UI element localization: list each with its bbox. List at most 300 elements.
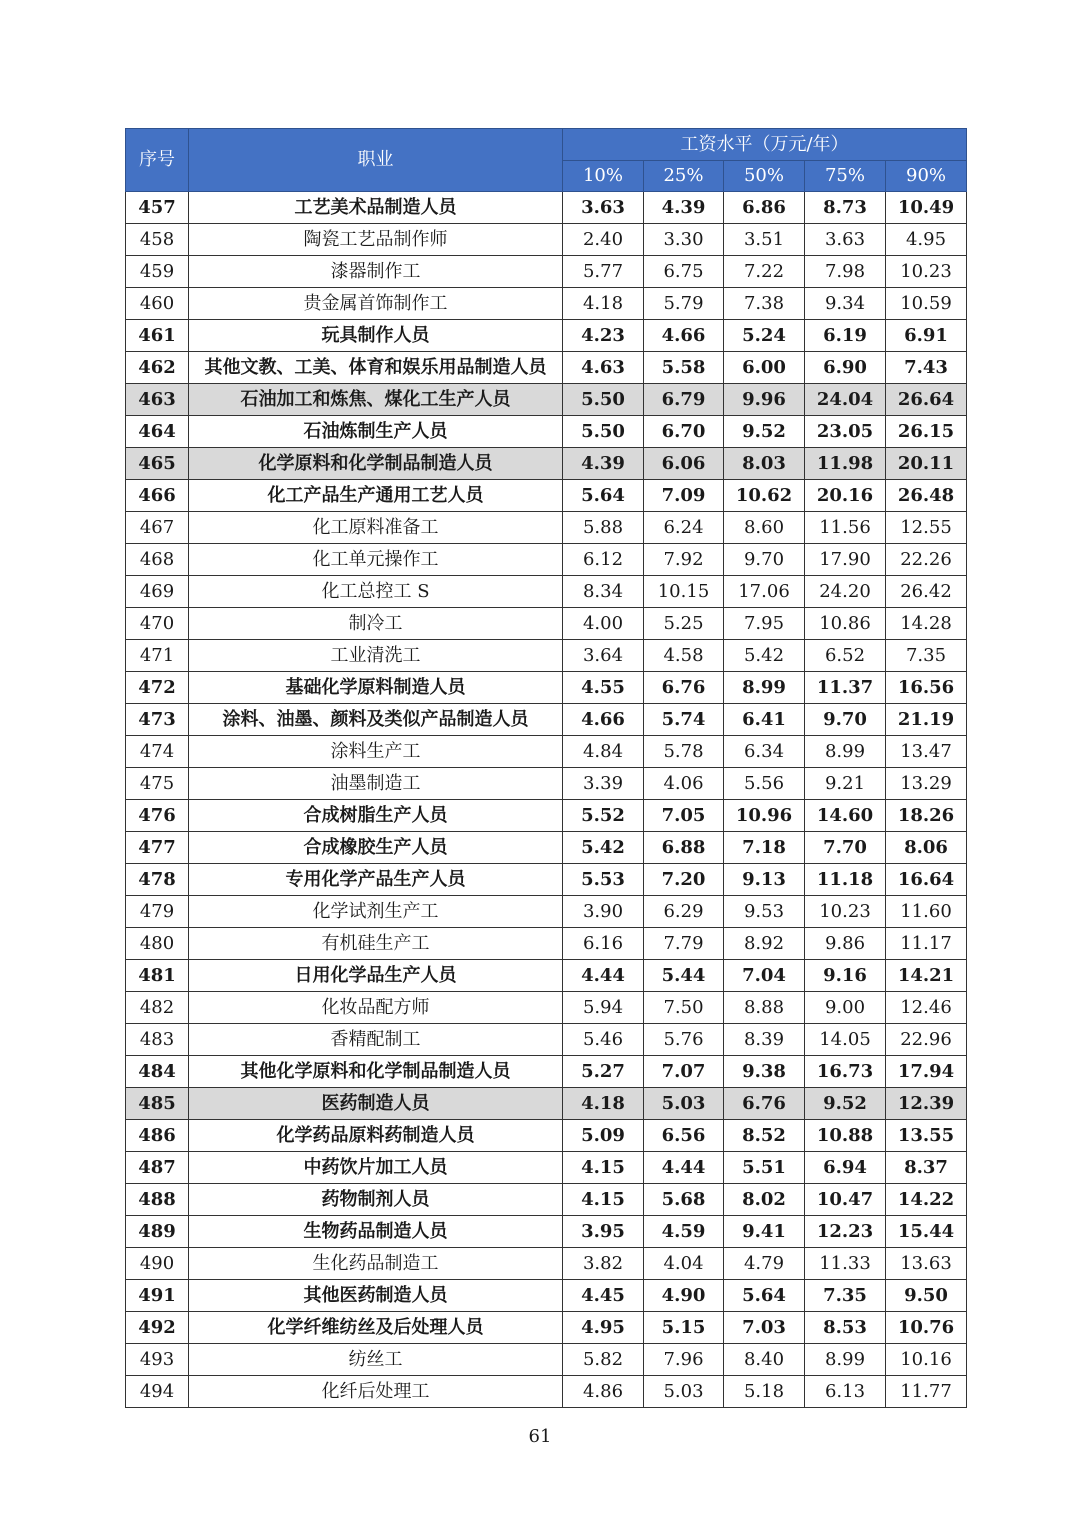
occupation-cell: 化学药品原料药制造人员 bbox=[189, 1120, 563, 1152]
wage-cell: 8.03 bbox=[724, 448, 805, 480]
table-row bbox=[126, 384, 967, 416]
header-p10: 10% bbox=[563, 161, 644, 192]
wage-cell: 5.42 bbox=[724, 640, 805, 672]
wage-cell: 7.70 bbox=[805, 832, 886, 864]
occupation-cell: 化纤后处理工 bbox=[189, 1376, 563, 1408]
wage-cell: 4.95 bbox=[886, 224, 967, 256]
seq-cell: 468 bbox=[126, 544, 189, 576]
wage-cell: 9.50 bbox=[886, 1280, 967, 1312]
wage-cell: 11.17 bbox=[886, 928, 967, 960]
wage-cell: 9.86 bbox=[805, 928, 886, 960]
wage-cell: 3.64 bbox=[563, 640, 644, 672]
wage-cell: 5.50 bbox=[563, 416, 644, 448]
wage-cell: 3.63 bbox=[563, 192, 644, 224]
occupation-cell: 生物药品制造人员 bbox=[189, 1216, 563, 1248]
wage-cell: 9.13 bbox=[724, 864, 805, 896]
wage-cell: 4.66 bbox=[563, 704, 644, 736]
wage-cell: 7.04 bbox=[724, 960, 805, 992]
occupation-cell: 日用化学品生产人员 bbox=[189, 960, 563, 992]
table-row bbox=[126, 640, 967, 672]
seq-cell: 459 bbox=[126, 256, 189, 288]
wage-cell: 7.98 bbox=[805, 256, 886, 288]
wage-cell: 6.24 bbox=[644, 512, 724, 544]
wage-cell: 7.95 bbox=[724, 608, 805, 640]
wage-cell: 11.77 bbox=[886, 1376, 967, 1408]
header-occupation: 职业 bbox=[189, 129, 563, 192]
wage-cell: 11.33 bbox=[805, 1248, 886, 1280]
table-header bbox=[126, 129, 967, 192]
wage-cell: 6.79 bbox=[644, 384, 724, 416]
wage-cell: 12.55 bbox=[886, 512, 967, 544]
wage-cell: 7.96 bbox=[644, 1344, 724, 1376]
wage-cell: 4.18 bbox=[563, 288, 644, 320]
wage-cell: 8.92 bbox=[724, 928, 805, 960]
wage-cell: 14.22 bbox=[886, 1184, 967, 1216]
wage-cell: 5.64 bbox=[724, 1280, 805, 1312]
table-row bbox=[126, 320, 967, 352]
seq-cell: 494 bbox=[126, 1376, 189, 1408]
wage-cell: 13.55 bbox=[886, 1120, 967, 1152]
wage-cell: 9.21 bbox=[805, 768, 886, 800]
wage-cell: 5.77 bbox=[563, 256, 644, 288]
seq-cell: 492 bbox=[126, 1312, 189, 1344]
header-p75: 75% bbox=[805, 161, 886, 192]
wage-cell: 12.39 bbox=[886, 1088, 967, 1120]
table-row bbox=[126, 256, 967, 288]
wage-cell: 9.00 bbox=[805, 992, 886, 1024]
wage-cell: 8.37 bbox=[886, 1152, 967, 1184]
wage-cell: 4.86 bbox=[563, 1376, 644, 1408]
table-row bbox=[126, 800, 967, 832]
wage-cell: 10.47 bbox=[805, 1184, 886, 1216]
table-row bbox=[126, 1184, 967, 1216]
wage-cell: 6.88 bbox=[644, 832, 724, 864]
wage-cell: 4.15 bbox=[563, 1184, 644, 1216]
wage-cell: 14.28 bbox=[886, 608, 967, 640]
wage-cell: 9.38 bbox=[724, 1056, 805, 1088]
table-row bbox=[126, 1152, 967, 1184]
wage-cell: 4.79 bbox=[724, 1248, 805, 1280]
wage-cell: 4.44 bbox=[563, 960, 644, 992]
table-body bbox=[126, 192, 967, 1408]
seq-cell: 486 bbox=[126, 1120, 189, 1152]
seq-cell: 461 bbox=[126, 320, 189, 352]
wage-cell: 4.63 bbox=[563, 352, 644, 384]
seq-cell: 457 bbox=[126, 192, 189, 224]
wage-cell: 6.16 bbox=[563, 928, 644, 960]
occupation-cell: 化工产品生产通用工艺人员 bbox=[189, 480, 563, 512]
wage-cell: 6.94 bbox=[805, 1152, 886, 1184]
seq-cell: 466 bbox=[126, 480, 189, 512]
wage-cell: 5.64 bbox=[563, 480, 644, 512]
seq-cell: 465 bbox=[126, 448, 189, 480]
wage-cell: 10.96 bbox=[724, 800, 805, 832]
wage-table bbox=[125, 128, 967, 1408]
table-row bbox=[126, 352, 967, 384]
wage-cell: 3.39 bbox=[563, 768, 644, 800]
wage-cell: 14.60 bbox=[805, 800, 886, 832]
wage-cell: 18.26 bbox=[886, 800, 967, 832]
wage-cell: 6.76 bbox=[724, 1088, 805, 1120]
wage-cell: 5.51 bbox=[724, 1152, 805, 1184]
seq-cell: 479 bbox=[126, 896, 189, 928]
wage-cell: 6.70 bbox=[644, 416, 724, 448]
wage-cell: 8.02 bbox=[724, 1184, 805, 1216]
wage-cell: 8.52 bbox=[724, 1120, 805, 1152]
seq-cell: 485 bbox=[126, 1088, 189, 1120]
seq-cell: 489 bbox=[126, 1216, 189, 1248]
wage-cell: 7.18 bbox=[724, 832, 805, 864]
seq-cell: 483 bbox=[126, 1024, 189, 1056]
wage-cell: 4.06 bbox=[644, 768, 724, 800]
wage-cell: 5.58 bbox=[644, 352, 724, 384]
table-row bbox=[126, 928, 967, 960]
occupation-cell: 玩具制作人员 bbox=[189, 320, 563, 352]
seq-cell: 470 bbox=[126, 608, 189, 640]
occupation-cell: 生化药品制造工 bbox=[189, 1248, 563, 1280]
occupation-cell: 贵金属首饰制作工 bbox=[189, 288, 563, 320]
wage-cell: 6.06 bbox=[644, 448, 724, 480]
wage-cell: 4.18 bbox=[563, 1088, 644, 1120]
occupation-cell: 医药制造人员 bbox=[189, 1088, 563, 1120]
table-row bbox=[126, 992, 967, 1024]
seq-cell: 464 bbox=[126, 416, 189, 448]
table-row bbox=[126, 544, 967, 576]
table-row bbox=[126, 768, 967, 800]
occupation-cell: 合成橡胶生产人员 bbox=[189, 832, 563, 864]
wage-cell: 13.47 bbox=[886, 736, 967, 768]
occupation-cell: 涂料生产工 bbox=[189, 736, 563, 768]
wage-cell: 5.79 bbox=[644, 288, 724, 320]
wage-cell: 9.16 bbox=[805, 960, 886, 992]
header-p90: 90% bbox=[886, 161, 967, 192]
wage-cell: 7.50 bbox=[644, 992, 724, 1024]
wage-cell: 5.53 bbox=[563, 864, 644, 896]
occupation-cell: 化学试剂生产工 bbox=[189, 896, 563, 928]
wage-cell: 17.90 bbox=[805, 544, 886, 576]
wage-cell: 8.60 bbox=[724, 512, 805, 544]
occupation-cell: 基础化学原料制造人员 bbox=[189, 672, 563, 704]
wage-cell: 7.38 bbox=[724, 288, 805, 320]
wage-cell: 10.49 bbox=[886, 192, 967, 224]
wage-cell: 17.06 bbox=[724, 576, 805, 608]
wage-cell: 4.23 bbox=[563, 320, 644, 352]
table-row bbox=[126, 1088, 967, 1120]
wage-cell: 7.22 bbox=[724, 256, 805, 288]
wage-cell: 20.11 bbox=[886, 448, 967, 480]
occupation-cell: 漆器制作工 bbox=[189, 256, 563, 288]
wage-cell: 5.56 bbox=[724, 768, 805, 800]
wage-cell: 9.70 bbox=[805, 704, 886, 736]
table-row bbox=[126, 1312, 967, 1344]
wage-cell: 17.94 bbox=[886, 1056, 967, 1088]
wage-cell: 5.68 bbox=[644, 1184, 724, 1216]
wage-cell: 10.86 bbox=[805, 608, 886, 640]
wage-cell: 11.60 bbox=[886, 896, 967, 928]
page-number: 61 bbox=[528, 1426, 552, 1447]
wage-cell: 9.52 bbox=[805, 1088, 886, 1120]
seq-cell: 476 bbox=[126, 800, 189, 832]
wage-cell: 9.70 bbox=[724, 544, 805, 576]
wage-cell: 10.23 bbox=[886, 256, 967, 288]
occupation-cell: 其他化学原料和化学制品制造人员 bbox=[189, 1056, 563, 1088]
wage-cell: 10.59 bbox=[886, 288, 967, 320]
table-row bbox=[126, 224, 967, 256]
wage-cell: 14.21 bbox=[886, 960, 967, 992]
table-row bbox=[126, 736, 967, 768]
wage-cell: 8.06 bbox=[886, 832, 967, 864]
wage-cell: 6.13 bbox=[805, 1376, 886, 1408]
table-row bbox=[126, 960, 967, 992]
wage-cell: 4.58 bbox=[644, 640, 724, 672]
wage-cell: 12.23 bbox=[805, 1216, 886, 1248]
wage-cell: 9.34 bbox=[805, 288, 886, 320]
occupation-cell: 油墨制造工 bbox=[189, 768, 563, 800]
wage-cell: 26.15 bbox=[886, 416, 967, 448]
wage-cell: 7.43 bbox=[886, 352, 967, 384]
wage-cell: 4.95 bbox=[563, 1312, 644, 1344]
seq-cell: 478 bbox=[126, 864, 189, 896]
occupation-cell: 合成树脂生产人员 bbox=[189, 800, 563, 832]
wage-cell: 5.88 bbox=[563, 512, 644, 544]
wage-cell: 8.99 bbox=[805, 1344, 886, 1376]
wage-cell: 9.52 bbox=[724, 416, 805, 448]
wage-cell: 4.44 bbox=[644, 1152, 724, 1184]
wage-cell: 24.20 bbox=[805, 576, 886, 608]
occupation-cell: 有机硅生产工 bbox=[189, 928, 563, 960]
wage-cell: 20.16 bbox=[805, 480, 886, 512]
seq-cell: 460 bbox=[126, 288, 189, 320]
wage-cell: 6.86 bbox=[724, 192, 805, 224]
wage-cell: 8.73 bbox=[805, 192, 886, 224]
wage-cell: 6.12 bbox=[563, 544, 644, 576]
wage-cell: 8.99 bbox=[724, 672, 805, 704]
occupation-cell: 涂料、油墨、颜料及类似产品制造人员 bbox=[189, 704, 563, 736]
wage-cell: 7.07 bbox=[644, 1056, 724, 1088]
wage-cell: 7.03 bbox=[724, 1312, 805, 1344]
wage-cell: 6.00 bbox=[724, 352, 805, 384]
wage-cell: 15.44 bbox=[886, 1216, 967, 1248]
wage-cell: 22.26 bbox=[886, 544, 967, 576]
occupation-cell: 中药饮片加工人员 bbox=[189, 1152, 563, 1184]
seq-cell: 469 bbox=[126, 576, 189, 608]
wage-cell: 8.88 bbox=[724, 992, 805, 1024]
wage-cell: 5.18 bbox=[724, 1376, 805, 1408]
table-row bbox=[126, 1056, 967, 1088]
table-row bbox=[126, 576, 967, 608]
wage-cell: 3.51 bbox=[724, 224, 805, 256]
wage-cell: 8.40 bbox=[724, 1344, 805, 1376]
wage-cell: 5.15 bbox=[644, 1312, 724, 1344]
wage-cell: 7.35 bbox=[886, 640, 967, 672]
occupation-cell: 陶瓷工艺品制作师 bbox=[189, 224, 563, 256]
seq-cell: 473 bbox=[126, 704, 189, 736]
header-p50: 50% bbox=[724, 161, 805, 192]
wage-cell: 9.53 bbox=[724, 896, 805, 928]
wage-cell: 8.34 bbox=[563, 576, 644, 608]
wage-cell: 10.16 bbox=[886, 1344, 967, 1376]
wage-cell: 4.15 bbox=[563, 1152, 644, 1184]
wage-cell: 8.53 bbox=[805, 1312, 886, 1344]
wage-cell: 4.55 bbox=[563, 672, 644, 704]
wage-cell: 5.78 bbox=[644, 736, 724, 768]
wage-cell: 6.34 bbox=[724, 736, 805, 768]
seq-cell: 475 bbox=[126, 768, 189, 800]
table-row bbox=[126, 1216, 967, 1248]
wage-cell: 10.76 bbox=[886, 1312, 967, 1344]
wage-cell: 3.30 bbox=[644, 224, 724, 256]
wage-cell: 7.20 bbox=[644, 864, 724, 896]
wage-cell: 6.76 bbox=[644, 672, 724, 704]
table-row bbox=[126, 192, 967, 224]
table-row bbox=[126, 1344, 967, 1376]
wage-cell: 4.66 bbox=[644, 320, 724, 352]
wage-cell: 3.90 bbox=[563, 896, 644, 928]
occupation-cell: 石油加工和炼焦、煤化工生产人员 bbox=[189, 384, 563, 416]
wage-cell: 5.52 bbox=[563, 800, 644, 832]
occupation-cell: 纺丝工 bbox=[189, 1344, 563, 1376]
seq-cell: 458 bbox=[126, 224, 189, 256]
seq-cell: 472 bbox=[126, 672, 189, 704]
seq-cell: 493 bbox=[126, 1344, 189, 1376]
table-row bbox=[126, 864, 967, 896]
wage-cell: 13.63 bbox=[886, 1248, 967, 1280]
seq-cell: 491 bbox=[126, 1280, 189, 1312]
table-row bbox=[126, 416, 967, 448]
wage-cell: 5.24 bbox=[724, 320, 805, 352]
wage-cell: 5.74 bbox=[644, 704, 724, 736]
wage-cell: 5.03 bbox=[644, 1376, 724, 1408]
table-row bbox=[126, 832, 967, 864]
occupation-cell: 工业清洗工 bbox=[189, 640, 563, 672]
wage-cell: 6.19 bbox=[805, 320, 886, 352]
seq-cell: 467 bbox=[126, 512, 189, 544]
wage-cell: 5.46 bbox=[563, 1024, 644, 1056]
wage-cell: 21.19 bbox=[886, 704, 967, 736]
wage-cell: 6.56 bbox=[644, 1120, 724, 1152]
table-row bbox=[126, 512, 967, 544]
wage-cell: 10.62 bbox=[724, 480, 805, 512]
wage-cell: 10.23 bbox=[805, 896, 886, 928]
seq-cell: 462 bbox=[126, 352, 189, 384]
wage-cell: 4.84 bbox=[563, 736, 644, 768]
wage-cell: 10.88 bbox=[805, 1120, 886, 1152]
wage-cell: 6.52 bbox=[805, 640, 886, 672]
occupation-cell: 化妆品配方师 bbox=[189, 992, 563, 1024]
occupation-cell: 专用化学产品生产人员 bbox=[189, 864, 563, 896]
table-row bbox=[126, 1024, 967, 1056]
occupation-cell: 其他文教、工美、体育和娱乐用品制造人员 bbox=[189, 352, 563, 384]
wage-cell: 7.09 bbox=[644, 480, 724, 512]
wage-cell: 2.40 bbox=[563, 224, 644, 256]
wage-cell: 6.75 bbox=[644, 256, 724, 288]
wage-cell: 3.82 bbox=[563, 1248, 644, 1280]
wage-cell: 4.00 bbox=[563, 608, 644, 640]
wage-cell: 4.39 bbox=[644, 192, 724, 224]
wage-cell: 5.44 bbox=[644, 960, 724, 992]
seq-cell: 480 bbox=[126, 928, 189, 960]
occupation-cell: 化学纤维纺丝及后处理人员 bbox=[189, 1312, 563, 1344]
wage-cell: 5.27 bbox=[563, 1056, 644, 1088]
occupation-cell: 药物制剂人员 bbox=[189, 1184, 563, 1216]
wage-cell: 8.99 bbox=[805, 736, 886, 768]
table-row bbox=[126, 1120, 967, 1152]
wage-cell: 9.96 bbox=[724, 384, 805, 416]
wage-cell: 3.95 bbox=[563, 1216, 644, 1248]
wage-cell: 5.50 bbox=[563, 384, 644, 416]
wage-cell: 7.92 bbox=[644, 544, 724, 576]
wage-cell: 7.35 bbox=[805, 1280, 886, 1312]
wage-cell: 5.09 bbox=[563, 1120, 644, 1152]
header-seq: 序号 bbox=[126, 129, 189, 192]
occupation-cell: 其他医药制造人员 bbox=[189, 1280, 563, 1312]
table-row bbox=[126, 1376, 967, 1408]
wage-cell: 11.18 bbox=[805, 864, 886, 896]
table-row bbox=[126, 1280, 967, 1312]
wage-cell: 4.90 bbox=[644, 1280, 724, 1312]
wage-cell: 5.03 bbox=[644, 1088, 724, 1120]
table-row bbox=[126, 608, 967, 640]
wage-cell: 5.82 bbox=[563, 1344, 644, 1376]
wage-cell: 5.94 bbox=[563, 992, 644, 1024]
wage-cell: 4.39 bbox=[563, 448, 644, 480]
seq-cell: 487 bbox=[126, 1152, 189, 1184]
seq-cell: 463 bbox=[126, 384, 189, 416]
wage-cell: 26.48 bbox=[886, 480, 967, 512]
wage-cell: 24.04 bbox=[805, 384, 886, 416]
occupation-cell: 化工总控工 S bbox=[189, 576, 563, 608]
wage-cell: 6.41 bbox=[724, 704, 805, 736]
table-row bbox=[126, 672, 967, 704]
wage-cell: 5.25 bbox=[644, 608, 724, 640]
seq-cell: 482 bbox=[126, 992, 189, 1024]
seq-cell: 488 bbox=[126, 1184, 189, 1216]
wage-cell: 4.04 bbox=[644, 1248, 724, 1280]
wage-cell: 13.29 bbox=[886, 768, 967, 800]
seq-cell: 474 bbox=[126, 736, 189, 768]
wage-cell: 7.79 bbox=[644, 928, 724, 960]
occupation-cell: 石油炼制生产人员 bbox=[189, 416, 563, 448]
occupation-cell: 制冷工 bbox=[189, 608, 563, 640]
wage-cell: 12.46 bbox=[886, 992, 967, 1024]
table-row bbox=[126, 480, 967, 512]
seq-cell: 484 bbox=[126, 1056, 189, 1088]
wage-cell: 9.41 bbox=[724, 1216, 805, 1248]
seq-cell: 490 bbox=[126, 1248, 189, 1280]
wage-cell: 10.15 bbox=[644, 576, 724, 608]
occupation-cell: 化工原料准备工 bbox=[189, 512, 563, 544]
wage-cell: 4.59 bbox=[644, 1216, 724, 1248]
header-p25: 25% bbox=[644, 161, 724, 192]
wage-cell: 22.96 bbox=[886, 1024, 967, 1056]
table-row bbox=[126, 448, 967, 480]
wage-cell: 14.05 bbox=[805, 1024, 886, 1056]
wage-cell: 5.42 bbox=[563, 832, 644, 864]
wage-cell: 5.76 bbox=[644, 1024, 724, 1056]
wage-cell: 11.37 bbox=[805, 672, 886, 704]
wage-cell: 3.63 bbox=[805, 224, 886, 256]
wage-cell: 23.05 bbox=[805, 416, 886, 448]
seq-cell: 481 bbox=[126, 960, 189, 992]
seq-cell: 477 bbox=[126, 832, 189, 864]
wage-cell: 11.56 bbox=[805, 512, 886, 544]
table-row bbox=[126, 704, 967, 736]
wage-cell: 6.90 bbox=[805, 352, 886, 384]
occupation-cell: 化工单元操作工 bbox=[189, 544, 563, 576]
wage-cell: 11.98 bbox=[805, 448, 886, 480]
wage-cell: 8.39 bbox=[724, 1024, 805, 1056]
occupation-cell: 工艺美术品制造人员 bbox=[189, 192, 563, 224]
